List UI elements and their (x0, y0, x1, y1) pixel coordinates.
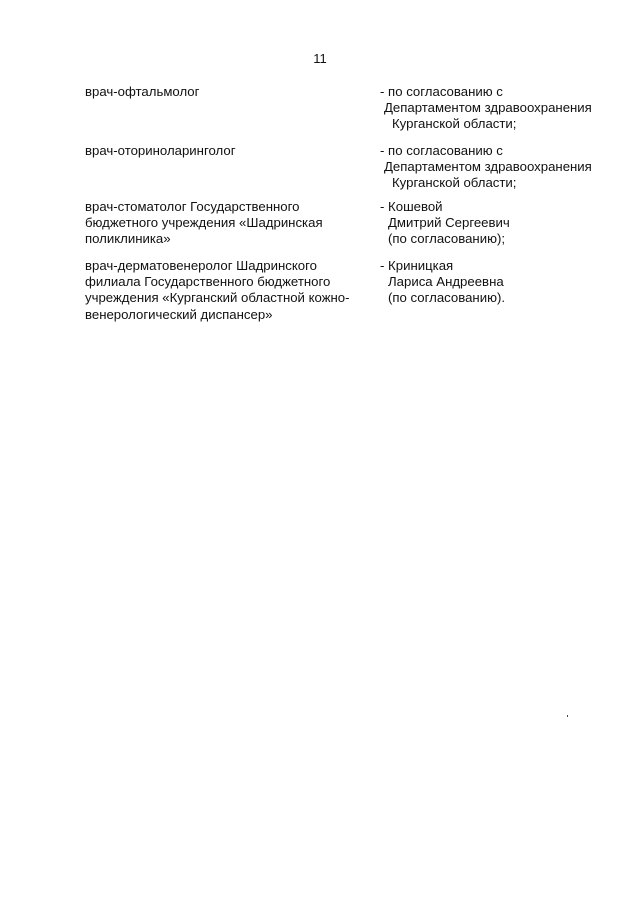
assignee-line: (по согласованию); (388, 231, 506, 247)
entry-position (85, 143, 365, 159)
position-line: бюджетного учреждения «Шадринская (85, 215, 323, 231)
position-line: поликлиника» (85, 231, 171, 247)
entry-assignee (380, 143, 630, 192)
position-line: врач-стоматолог Государственного (85, 199, 300, 214)
position-line: венерологический диспансер» (85, 306, 273, 322)
position-line: учреждения «Курганский областной кожно- (85, 290, 350, 306)
entry-position (85, 84, 365, 100)
entry-position (85, 258, 365, 323)
position-line: врач-офтальмолог (85, 84, 200, 99)
entry-position (85, 199, 365, 248)
scan-mark (567, 715, 568, 717)
page-number: 11 (313, 51, 327, 66)
assignee-line: - Кошевой (380, 199, 443, 214)
assignee-line: Курганской области; (392, 175, 517, 191)
assignee-line: - Криницкая (380, 258, 454, 273)
assignee-line: Департаментом здравоохранения (384, 100, 592, 116)
assignee-line: (по согласованию). (388, 290, 506, 306)
position-line: врач-оториноларинголог (85, 143, 236, 158)
assignee-line: Департаментом здравоохранения (384, 159, 592, 175)
assignee-line: Лариса Андреевна (388, 274, 504, 290)
assignee-line: - по согласованию с (380, 84, 503, 99)
position-line: филиала Государственного бюджетного (85, 274, 331, 290)
assignee-line: - по согласованию с (380, 143, 503, 158)
position-line: врач-дерматовенеролог Шадринского (85, 258, 317, 273)
assignee-line: Курганской области; (392, 116, 517, 132)
entry-assignee (380, 84, 630, 133)
entry-assignee (380, 199, 630, 248)
entry-assignee (380, 258, 630, 307)
assignee-line: Дмитрий Сергеевич (388, 215, 510, 231)
